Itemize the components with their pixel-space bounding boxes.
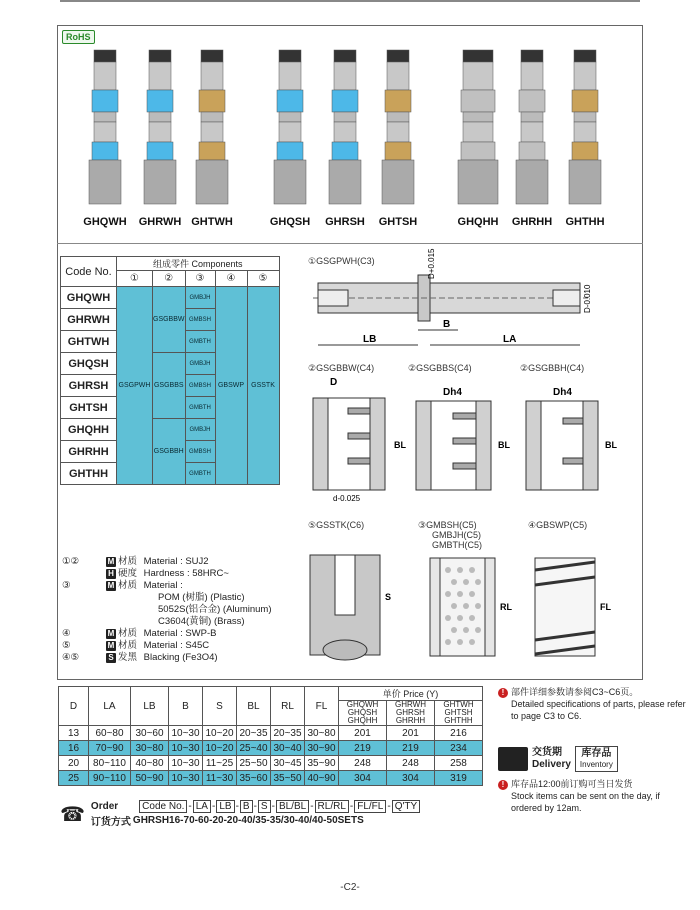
price-header-d: D bbox=[59, 687, 89, 726]
price-cell: 16 bbox=[59, 741, 89, 756]
drawing-label-gsgbbw: ②GSGBBW(C4) bbox=[308, 363, 375, 373]
instock-badge: 库存品 Inventory bbox=[575, 746, 618, 772]
delivery-cn: 交货期 bbox=[532, 747, 562, 758]
drawing-label-gmbth: GMBTH(C5) bbox=[432, 540, 482, 550]
delivery-en: Delivery bbox=[532, 759, 571, 770]
price-cell: 30~45 bbox=[271, 756, 305, 771]
order-example-value: 40/35 bbox=[241, 815, 267, 826]
guide-pin bbox=[382, 50, 414, 204]
code-row: GHQWH bbox=[61, 287, 117, 309]
material-badge: M bbox=[107, 557, 115, 566]
pin-label: GHQHH bbox=[457, 216, 499, 228]
code-row: GHRWH bbox=[61, 309, 117, 331]
col2-cell: GSGBBW bbox=[153, 287, 186, 353]
page-number: -C2- bbox=[340, 882, 360, 893]
col5-cell: GSSTK bbox=[247, 287, 279, 485]
price-cell: 30~80 bbox=[305, 726, 339, 741]
material-badge: M bbox=[107, 641, 115, 650]
material-row: POM (树脂) (Plastic) bbox=[158, 592, 245, 603]
col3-cell: GMBTH bbox=[185, 331, 215, 353]
col3-cell: GMBTH bbox=[185, 397, 215, 419]
price-cell: 13 bbox=[59, 726, 89, 741]
price-cell: 10~30 bbox=[169, 756, 203, 771]
guide-pin bbox=[196, 50, 228, 204]
dim-fl: FL bbox=[600, 602, 611, 612]
guide-pin bbox=[458, 50, 498, 204]
order-example-value: 35/30 bbox=[269, 815, 295, 826]
price-cell: 248 bbox=[387, 756, 435, 771]
material-row: ④⑤ S 发黑 Blacking (Fe3O4) bbox=[62, 652, 218, 663]
notes bbox=[498, 686, 688, 722]
col3-cell: GMBSH bbox=[185, 441, 215, 463]
price-cell: 20~35 bbox=[271, 726, 305, 741]
code-row: GHQHH bbox=[61, 419, 117, 441]
price-row bbox=[59, 726, 483, 741]
section-divider bbox=[57, 243, 643, 244]
comp-num-5: ⑤ bbox=[247, 271, 279, 287]
alert-icon: ! bbox=[498, 688, 508, 698]
order-field: Code No. bbox=[139, 800, 187, 813]
order-title-cn: 订货方式 bbox=[90, 817, 131, 828]
notes-2 bbox=[498, 778, 688, 814]
pin-label: GHTSH bbox=[378, 216, 418, 228]
price-row bbox=[59, 741, 483, 756]
price-cell: 25~40 bbox=[237, 741, 271, 756]
order-example-value: 70 bbox=[183, 815, 195, 826]
order-field: LB bbox=[216, 800, 234, 813]
price-table bbox=[58, 686, 483, 786]
dim-rl: RL bbox=[500, 602, 512, 612]
dim-dh4-2: Dh4 bbox=[553, 387, 572, 398]
price-cell: 20~35 bbox=[237, 726, 271, 741]
order-example-value: GHRSH16 bbox=[132, 815, 181, 826]
drawing-label-gmbjh: GMBJH(C5) bbox=[432, 530, 481, 540]
pin-label: GHRWH bbox=[138, 216, 182, 228]
order-field: BL/BL bbox=[276, 800, 309, 813]
dim-tol2: D-0.010 bbox=[583, 284, 592, 313]
price-header-s: S bbox=[203, 687, 237, 726]
price-cell: 70~90 bbox=[89, 741, 131, 756]
note-1: ! 部件详细参数请参阅C3~C6页。 bbox=[498, 686, 688, 698]
code-row: GHQSH bbox=[61, 353, 117, 375]
material-row: C3604(黄铜) (Brass) bbox=[158, 616, 245, 627]
pin-label: GHQWH bbox=[83, 216, 127, 228]
col2-cell: GSGBBH bbox=[153, 419, 186, 485]
dim-s: S bbox=[385, 592, 392, 602]
price-code-header: GHRWH GHRSH GHRHH bbox=[387, 701, 435, 726]
components-table bbox=[60, 256, 280, 485]
guide-pin bbox=[516, 50, 548, 204]
price-row bbox=[59, 756, 483, 771]
price-header: 单价 Price (Y) bbox=[339, 687, 483, 701]
price-cell: 50~90 bbox=[131, 771, 169, 786]
price-cell: 60~80 bbox=[89, 726, 131, 741]
price-header-rl: RL bbox=[271, 687, 305, 726]
col3-cell: GMBJH bbox=[185, 419, 215, 441]
price-cell: 201 bbox=[387, 726, 435, 741]
components-header: 组成零件 Components bbox=[117, 257, 280, 271]
material-row: ④ M 材质 Material : SWP-B bbox=[62, 628, 217, 639]
col2-cell: GSGBBS bbox=[153, 353, 186, 419]
price-cell: 258 bbox=[435, 756, 483, 771]
price-code-header: GHTWH GHTSH GHTHH bbox=[435, 701, 483, 726]
price-cell: 11~30 bbox=[203, 771, 237, 786]
guide-pin bbox=[569, 50, 601, 204]
price-cell: 248 bbox=[339, 756, 387, 771]
dim-b: B bbox=[443, 319, 451, 330]
material-row: H 硬度 Hardness : 58HRC~ bbox=[62, 568, 272, 580]
price-cell: 216 bbox=[435, 726, 483, 741]
dim-la: LA bbox=[503, 334, 517, 345]
material-badge: S bbox=[106, 653, 116, 663]
note-2: ! 库存品12:00前订购可当日发货 bbox=[498, 778, 688, 790]
dim-tol4: d-0.025 bbox=[333, 494, 361, 503]
order-field: B bbox=[240, 800, 253, 813]
price-header-la: LA bbox=[89, 687, 131, 726]
order-example-value: 50SETS bbox=[326, 815, 364, 826]
drawing-label-gsgpwh: ①GSGPWH(C3) bbox=[308, 256, 375, 266]
parts-drawings bbox=[300, 550, 630, 670]
price-cell: 35~90 bbox=[305, 756, 339, 771]
dim-bl-2: BL bbox=[498, 440, 510, 450]
pin-label: GHTWH bbox=[191, 216, 233, 228]
truck-icon bbox=[498, 747, 528, 771]
col3-cell: GMBTH bbox=[185, 463, 215, 485]
price-cell: 234 bbox=[435, 741, 483, 756]
code-row: GHTSH bbox=[61, 397, 117, 419]
material-badge: M bbox=[107, 629, 115, 638]
drawing-label-gsgbbh: ②GSGBBH(C4) bbox=[520, 363, 585, 373]
price-cell: 90~110 bbox=[89, 771, 131, 786]
price-cell: 10~30 bbox=[169, 726, 203, 741]
top-rule bbox=[60, 0, 640, 2]
pin-label: GHQSH bbox=[269, 216, 311, 228]
col3-cell: GMBJH bbox=[185, 353, 215, 375]
dim-bl-3: BL bbox=[605, 440, 617, 450]
price-header-fl: FL bbox=[305, 687, 339, 726]
delivery-box bbox=[498, 746, 618, 772]
col1-cell: GSGPWH bbox=[117, 287, 153, 485]
comp-num-1: ① bbox=[117, 271, 153, 287]
order-section: ☎ Order Code No. - LA - LB - B - S - BL/BL - RL/RL - FL/FL - Q'TY 订货方式 GHRSH16 - 70 - 60 - 20 - 20 - 40/35 - 35/30 - 40/40 - 50SETS bbox=[60, 800, 421, 828]
material-notes bbox=[62, 556, 272, 664]
dim-tol1: D+0.015 bbox=[427, 248, 436, 279]
pin-illustrations bbox=[60, 50, 640, 210]
drawing-label-gbswp: ④GBSWP(C5) bbox=[528, 520, 588, 530]
order-field: RL/RL bbox=[315, 800, 349, 813]
price-cell: 219 bbox=[387, 741, 435, 756]
price-cell: 30~90 bbox=[305, 741, 339, 756]
price-header-bl: BL bbox=[237, 687, 271, 726]
price-cell: 30~80 bbox=[131, 741, 169, 756]
price-cell: 35~60 bbox=[237, 771, 271, 786]
price-cell: 10~20 bbox=[203, 741, 237, 756]
material-row: ①② M 材质 Material : SUJ2 bbox=[62, 556, 209, 567]
order-example-value: 20 bbox=[212, 815, 224, 826]
price-cell: 25 bbox=[59, 771, 89, 786]
price-cell: 80~110 bbox=[89, 756, 131, 771]
price-cell: 40~90 bbox=[305, 771, 339, 786]
dim-d-top: D bbox=[330, 377, 338, 388]
note-1-en: Detailed specifications of parts, please refer to page C3 to C6. bbox=[511, 699, 686, 721]
price-header-lb: LB bbox=[131, 687, 169, 726]
phone-icon: ☎ bbox=[60, 803, 85, 826]
drawing-label-gsstk: ⑤GSSTK(C6) bbox=[308, 520, 365, 530]
col3-cell: GMBJH bbox=[185, 287, 215, 309]
dim-lb: LB bbox=[363, 334, 377, 345]
col3-cell: GMBSH bbox=[185, 309, 215, 331]
rohs-badge: RoHS bbox=[62, 30, 95, 44]
order-example-value: 60 bbox=[197, 815, 210, 826]
price-code-header: GHQWH GHQSH GHQHH bbox=[339, 701, 387, 726]
price-cell: 20 bbox=[59, 756, 89, 771]
drawing-label-gmbsh: ③GMBSH(C5) bbox=[418, 520, 477, 530]
order-field: FL/FL bbox=[354, 800, 386, 813]
price-cell: 11~25 bbox=[203, 756, 237, 771]
col4-cell: GBSWP bbox=[215, 287, 247, 485]
comp-num-3: ③ bbox=[185, 271, 215, 287]
price-row bbox=[59, 771, 483, 786]
price-cell: 35~50 bbox=[271, 771, 305, 786]
code-row: GHRSH bbox=[61, 375, 117, 397]
material-row: ③ M 材质 Material : bbox=[62, 580, 183, 591]
code-row: GHTWH bbox=[61, 331, 117, 353]
material-badge: M bbox=[107, 581, 115, 590]
guide-pin bbox=[329, 50, 361, 204]
pin-label: GHTHH bbox=[565, 216, 605, 228]
price-header-b: B bbox=[169, 687, 203, 726]
price-cell: 304 bbox=[387, 771, 435, 786]
guide-pin bbox=[274, 50, 306, 204]
bushing-drawings bbox=[308, 373, 638, 508]
dim-bl-1: BL bbox=[394, 440, 406, 450]
alert-icon: ! bbox=[498, 780, 508, 790]
guide-pin bbox=[144, 50, 176, 204]
order-example-value: 20 bbox=[226, 815, 239, 826]
price-cell: 40~80 bbox=[131, 756, 169, 771]
material-row: 5052S(铝合金) (Aluminum) bbox=[158, 604, 272, 615]
order-field: LA bbox=[193, 800, 211, 813]
price-cell: 30~40 bbox=[271, 741, 305, 756]
order-field: Q'TY bbox=[392, 800, 420, 813]
dim-dh4-1: Dh4 bbox=[443, 387, 462, 398]
price-cell: 25~50 bbox=[237, 756, 271, 771]
comp-num-4: ④ bbox=[215, 271, 247, 287]
order-title: Order bbox=[90, 801, 119, 812]
pin-label: GHRHH bbox=[511, 216, 553, 228]
price-cell: 219 bbox=[339, 741, 387, 756]
price-cell: 10~30 bbox=[169, 771, 203, 786]
price-cell: 30~60 bbox=[131, 726, 169, 741]
price-cell: 10~20 bbox=[203, 726, 237, 741]
guide-pin bbox=[89, 50, 121, 204]
order-field: S bbox=[258, 800, 271, 813]
code-row: GHTHH bbox=[61, 463, 117, 485]
col3-cell: GMBSH bbox=[185, 375, 215, 397]
material-badge: H bbox=[106, 569, 116, 579]
price-cell: 304 bbox=[339, 771, 387, 786]
pin-label: GHRSH bbox=[325, 216, 365, 228]
drawing-label-gsgbbs: ②GSGBBS(C4) bbox=[408, 363, 472, 373]
code-no-header: Code No. bbox=[61, 257, 117, 287]
note-2-en: Stock items can be sent on the day, if ordered by 12am. bbox=[511, 791, 660, 813]
price-cell: 201 bbox=[339, 726, 387, 741]
comp-num-2: ② bbox=[153, 271, 186, 287]
price-cell: 319 bbox=[435, 771, 483, 786]
code-row: GHRHH bbox=[61, 441, 117, 463]
price-cell: 10~30 bbox=[169, 741, 203, 756]
material-row: ⑤ M 材质 Material : S45C bbox=[62, 640, 210, 651]
order-example-value: 40/40 bbox=[298, 815, 324, 826]
